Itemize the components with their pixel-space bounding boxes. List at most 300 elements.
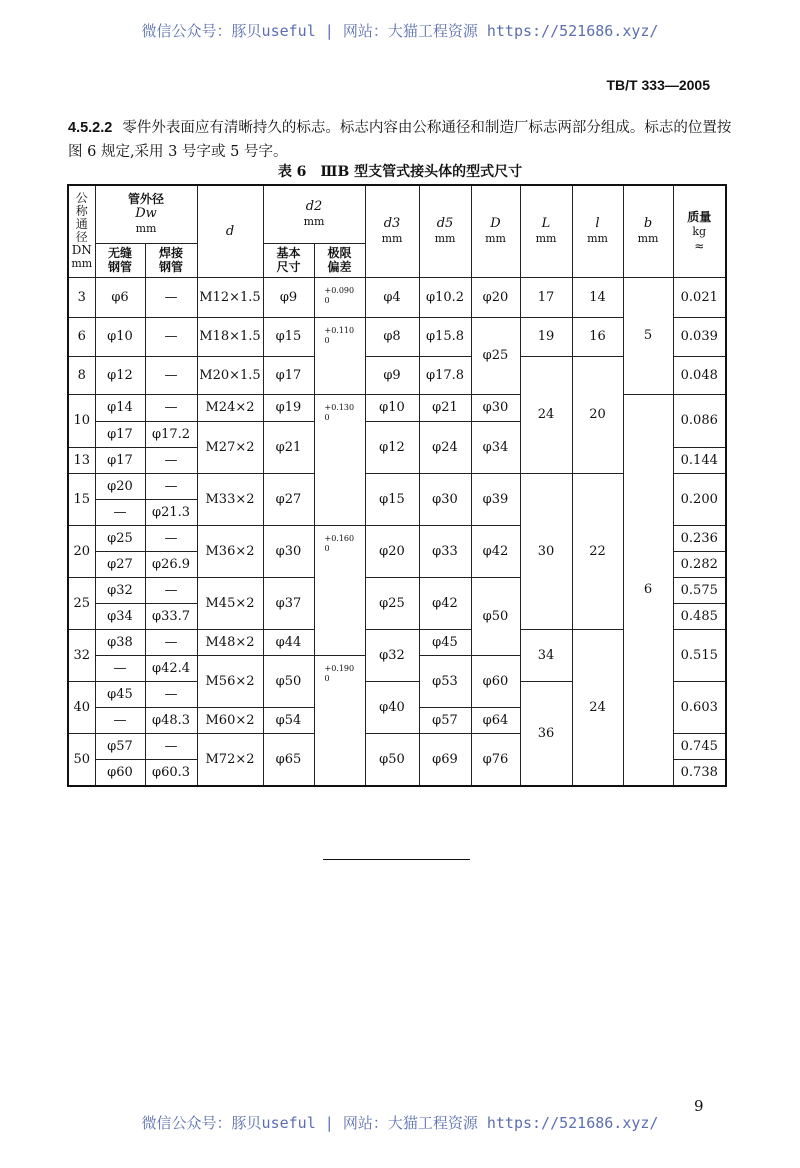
table-cell bbox=[673, 473, 726, 525]
table-cell bbox=[68, 733, 95, 786]
table-cell bbox=[145, 603, 197, 629]
table-cell bbox=[471, 525, 520, 577]
table-cell bbox=[95, 499, 145, 525]
header-mass-title: 质量 bbox=[687, 209, 712, 224]
table-cell bbox=[623, 394, 673, 786]
table-cell bbox=[145, 525, 197, 551]
table-cell bbox=[419, 356, 471, 394]
cell-value: φ17 bbox=[107, 426, 133, 442]
table-cell bbox=[95, 603, 145, 629]
table-cell bbox=[197, 525, 263, 577]
header-seamless-label: 无缝钢管 bbox=[107, 246, 132, 274]
table-cell bbox=[145, 681, 197, 707]
table-cell bbox=[365, 421, 419, 473]
cell-value: φ38 bbox=[107, 634, 133, 650]
cell-value: φ30 bbox=[432, 491, 458, 507]
cell-value: φ21.3 bbox=[151, 504, 191, 520]
cell-value: φ8 bbox=[383, 329, 401, 344]
cell-value: φ42.4 bbox=[151, 660, 191, 676]
table-cell bbox=[314, 525, 365, 655]
header-welded bbox=[145, 243, 197, 277]
header-mass-unit: kg bbox=[692, 224, 707, 238]
cell-value: 36 bbox=[537, 725, 555, 741]
cell-value: M20×1.5 bbox=[199, 367, 261, 383]
table-row bbox=[68, 277, 726, 317]
cell-value: φ37 bbox=[275, 595, 302, 611]
header-dw-title: 管外径 bbox=[127, 192, 164, 207]
cell-value: 10 bbox=[73, 413, 91, 428]
cell-value: +0.090 bbox=[324, 285, 355, 295]
table-cell bbox=[145, 421, 197, 447]
cell-value: 6 bbox=[77, 329, 86, 344]
cell-value: 0.048 bbox=[680, 367, 718, 383]
cell-value: φ65 bbox=[275, 751, 302, 767]
table-cell bbox=[419, 317, 471, 356]
header-dw bbox=[95, 185, 197, 243]
table-cell bbox=[145, 629, 197, 655]
cell-value: φ45 bbox=[432, 634, 458, 650]
cell-tolerance-lower: 0 bbox=[324, 335, 330, 345]
table-cell bbox=[520, 681, 572, 786]
table-cell bbox=[314, 655, 365, 786]
cell-value: — bbox=[164, 738, 178, 754]
table-cell bbox=[572, 317, 623, 356]
cell-value: φ12 bbox=[379, 439, 405, 455]
cell-value: 3 bbox=[77, 289, 86, 305]
table-caption: 表 6 ⅢB 型支管式接头体的型式尺寸 bbox=[277, 164, 523, 180]
cell-tolerance-lower: 0 bbox=[324, 673, 330, 683]
cell-value: 6 bbox=[643, 582, 653, 598]
header-d2-unit: mm bbox=[303, 215, 325, 229]
header-d2-basic-label: 基本尺寸 bbox=[276, 246, 301, 274]
table-cell bbox=[197, 356, 263, 394]
table-cell bbox=[365, 473, 419, 525]
page-number: 9 bbox=[694, 1097, 704, 1115]
table-cell bbox=[365, 356, 419, 394]
header-b-symbol: b bbox=[643, 216, 653, 232]
table-cell bbox=[419, 394, 471, 421]
table-cell bbox=[419, 421, 471, 473]
cell-value: M48×2 bbox=[205, 634, 255, 650]
cell-value: φ50 bbox=[482, 608, 509, 624]
header-b-unit: mm bbox=[637, 232, 659, 246]
table-cell bbox=[145, 759, 197, 786]
table-cell bbox=[673, 394, 726, 447]
table-cell bbox=[263, 277, 314, 317]
cell-value: φ27 bbox=[107, 556, 133, 572]
cell-value: φ21 bbox=[432, 400, 458, 415]
table-cell bbox=[263, 317, 314, 356]
table-cell bbox=[95, 577, 145, 603]
table-cell bbox=[95, 681, 145, 707]
cell-value: φ50 bbox=[275, 673, 302, 689]
table-cell bbox=[145, 577, 197, 603]
table-cell bbox=[365, 525, 419, 577]
table-cell bbox=[623, 277, 673, 394]
cell-value: φ40 bbox=[379, 699, 405, 715]
cell-value: M72×2 bbox=[205, 751, 255, 767]
table-cell bbox=[95, 707, 145, 733]
table-cell bbox=[95, 421, 145, 447]
table-cell bbox=[145, 473, 197, 499]
table-cell bbox=[68, 473, 95, 525]
header-d3-unit: mm bbox=[381, 232, 403, 246]
table-cell bbox=[68, 277, 95, 317]
header-d2-symbol: d2 bbox=[305, 199, 323, 215]
header-d2-basic bbox=[263, 243, 314, 277]
cell-value: M56×2 bbox=[205, 673, 255, 689]
table-cell bbox=[419, 707, 471, 733]
cell-value: 40 bbox=[73, 699, 91, 715]
table-cell bbox=[95, 317, 145, 356]
cell-tolerance-lower: 0 bbox=[324, 543, 330, 553]
table-cell bbox=[471, 277, 520, 317]
header-d3-symbol: d3 bbox=[383, 216, 401, 232]
cell-value: — bbox=[164, 530, 178, 546]
table-cell bbox=[95, 551, 145, 577]
cell-value: — bbox=[164, 582, 178, 598]
watermark-top: 微信公众号：豚贝useful | 网站：大猫工程资源 https://521686.xyz/ bbox=[141, 22, 659, 40]
cell-value: φ34 bbox=[107, 608, 133, 624]
table-cell bbox=[95, 277, 145, 317]
header-dn-char: 径 bbox=[75, 230, 88, 245]
cell-value: 0.515 bbox=[680, 647, 718, 663]
table-cell bbox=[673, 733, 726, 759]
watermark-bottom: 微信公众号：豚贝useful | 网站：大猫工程资源 https://521686.xyz/ bbox=[141, 1114, 659, 1132]
header-mass bbox=[673, 185, 726, 277]
cell-value: φ12 bbox=[107, 367, 133, 383]
cell-value: φ50 bbox=[379, 751, 405, 767]
table-cell bbox=[145, 356, 197, 394]
cell-value: — bbox=[113, 504, 127, 520]
table-cell bbox=[673, 525, 726, 551]
cell-value: φ19 bbox=[275, 400, 302, 415]
cell-value: φ10 bbox=[379, 400, 405, 415]
table-cell bbox=[197, 473, 263, 525]
cell-value: φ20 bbox=[107, 478, 133, 494]
header-L-symbol: L bbox=[541, 216, 551, 232]
table-cell bbox=[68, 394, 95, 447]
table-cell bbox=[263, 707, 314, 733]
header-b bbox=[623, 185, 673, 277]
table-cell bbox=[263, 577, 314, 629]
cell-value: φ76 bbox=[482, 751, 509, 767]
table-cell bbox=[471, 577, 520, 655]
cell-value: φ45 bbox=[107, 686, 133, 702]
cell-value: φ32 bbox=[379, 647, 405, 663]
cell-value: φ64 bbox=[482, 712, 509, 728]
cell-value: φ54 bbox=[275, 712, 302, 728]
cell-value: φ69 bbox=[432, 751, 458, 767]
cell-value: 0.485 bbox=[680, 608, 718, 624]
cell-value: 0.021 bbox=[680, 289, 718, 305]
cell-value: M18×1.5 bbox=[199, 329, 261, 344]
table-cell bbox=[95, 447, 145, 473]
cell-value: — bbox=[164, 686, 178, 702]
cell-value: 17 bbox=[537, 289, 555, 305]
table-cell bbox=[419, 629, 471, 655]
cell-value: 0.738 bbox=[680, 764, 718, 780]
cell-value: 0.236 bbox=[680, 530, 718, 546]
header-D-symbol: D bbox=[490, 216, 501, 232]
cell-value: φ15.8 bbox=[425, 329, 465, 344]
table-cell bbox=[95, 394, 145, 421]
table-cell bbox=[68, 577, 95, 629]
cell-value: 25 bbox=[73, 595, 91, 611]
table-cell bbox=[365, 277, 419, 317]
table-cell bbox=[95, 525, 145, 551]
cell-value: φ20 bbox=[379, 543, 405, 559]
cell-value: φ10 bbox=[107, 329, 133, 344]
header-seamless bbox=[95, 243, 145, 277]
table-cell bbox=[145, 447, 197, 473]
header-d2-tolerance bbox=[314, 243, 365, 277]
table-row bbox=[68, 394, 726, 421]
table-cell bbox=[68, 525, 95, 577]
clause-paragraph bbox=[68, 116, 732, 164]
cell-value: φ21 bbox=[275, 439, 302, 455]
cell-value: +0.160 bbox=[324, 533, 355, 543]
table-cell bbox=[95, 473, 145, 499]
cell-value: φ26.9 bbox=[151, 556, 191, 572]
header-dn-char: DN bbox=[71, 243, 92, 258]
table-cell bbox=[314, 277, 365, 317]
cell-value: φ4 bbox=[383, 289, 401, 305]
cell-value: — bbox=[164, 367, 178, 383]
table-cell bbox=[145, 733, 197, 759]
cell-value: φ53 bbox=[432, 673, 458, 689]
cell-value: 0.086 bbox=[680, 413, 718, 428]
cell-value: 0.575 bbox=[680, 582, 718, 598]
cell-value: φ33.7 bbox=[151, 608, 191, 624]
header-L bbox=[520, 185, 572, 277]
table-cell bbox=[673, 317, 726, 356]
cell-value: φ15 bbox=[379, 491, 405, 507]
cell-value: 22 bbox=[589, 543, 606, 559]
table-cell bbox=[68, 629, 95, 681]
table-cell bbox=[419, 733, 471, 786]
header-d3 bbox=[365, 185, 419, 277]
cell-value: φ44 bbox=[275, 634, 302, 650]
cell-value: φ42 bbox=[432, 595, 458, 611]
cell-value: φ60.3 bbox=[151, 764, 191, 780]
table-cell bbox=[365, 317, 419, 356]
cell-value: φ60 bbox=[482, 673, 509, 689]
table-cell bbox=[673, 603, 726, 629]
table-cell bbox=[314, 394, 365, 525]
table-cell bbox=[197, 394, 263, 421]
table-cell bbox=[673, 577, 726, 603]
clause-text: 零件外表面应有清晰持久的标志。标志内容由公称通径和制造厂标志两部分组成。标志的位置按图 6 规定,采用 3 号字或 5 号字。 bbox=[68, 120, 732, 160]
table-cell bbox=[471, 473, 520, 525]
end-rule bbox=[323, 859, 470, 860]
table-cell bbox=[68, 681, 95, 733]
table-cell bbox=[471, 317, 520, 394]
cell-tolerance-lower: 0 bbox=[324, 412, 330, 422]
table-cell bbox=[673, 681, 726, 733]
cell-value: M33×2 bbox=[205, 491, 255, 507]
header-d bbox=[197, 185, 263, 277]
header-dn-unit: mm bbox=[71, 257, 93, 271]
table-cell bbox=[197, 707, 263, 733]
table-cell bbox=[263, 473, 314, 525]
cell-value: φ57 bbox=[107, 738, 133, 754]
table-cell bbox=[145, 551, 197, 577]
table-cell bbox=[572, 277, 623, 317]
cell-value: φ34 bbox=[482, 439, 509, 455]
table-cell bbox=[95, 733, 145, 759]
cell-value: φ17.2 bbox=[151, 426, 191, 442]
table-cell bbox=[673, 759, 726, 786]
cell-value: 19 bbox=[537, 329, 555, 344]
table-cell bbox=[572, 629, 623, 786]
cell-value: φ30 bbox=[482, 400, 509, 415]
header-d5-unit: mm bbox=[434, 232, 456, 246]
cell-value: 0.144 bbox=[680, 452, 718, 468]
table-cell bbox=[263, 733, 314, 786]
cell-value: φ10.2 bbox=[425, 289, 465, 305]
cell-value: M36×2 bbox=[205, 543, 255, 559]
cell-value: 50 bbox=[73, 751, 91, 767]
cell-value: +0.130 bbox=[324, 402, 355, 412]
cell-tolerance-lower: 0 bbox=[324, 295, 330, 305]
cell-value: +0.110 bbox=[324, 325, 355, 335]
header-d5-symbol: d5 bbox=[436, 216, 454, 232]
table-cell bbox=[145, 317, 197, 356]
header-dn bbox=[68, 185, 95, 277]
cell-value: M60×2 bbox=[205, 712, 255, 728]
cell-value: — bbox=[164, 452, 178, 468]
cell-value: 5 bbox=[643, 328, 653, 343]
cell-value: 20 bbox=[589, 407, 606, 422]
cell-value: φ17 bbox=[107, 452, 133, 468]
cell-value: — bbox=[164, 634, 178, 650]
table-cell bbox=[263, 356, 314, 394]
cell-value: M45×2 bbox=[205, 595, 255, 611]
cell-value: 0.200 bbox=[680, 491, 718, 507]
table-cell bbox=[419, 655, 471, 707]
header-D-unit: mm bbox=[485, 232, 506, 246]
table-cell bbox=[145, 707, 197, 733]
table-cell bbox=[419, 577, 471, 629]
table-cell bbox=[520, 356, 572, 473]
table-cell bbox=[68, 447, 95, 473]
header-d5 bbox=[419, 185, 471, 277]
cell-value: φ20 bbox=[482, 289, 509, 305]
header-d2-tolerance-label: 极限偏差 bbox=[327, 246, 352, 274]
table-body bbox=[68, 277, 726, 786]
table-cell bbox=[471, 655, 520, 707]
table-cell bbox=[314, 317, 365, 394]
cell-value: 13 bbox=[73, 452, 91, 468]
table-cell bbox=[145, 277, 197, 317]
cell-value: φ14 bbox=[107, 400, 133, 415]
header-dw-symbol: Dw bbox=[135, 206, 157, 222]
cell-value: M27×2 bbox=[205, 439, 255, 455]
cell-value: — bbox=[164, 400, 178, 415]
header-welded-label: 焊接钢管 bbox=[158, 246, 183, 274]
cell-value: +0.190 bbox=[324, 663, 355, 673]
cell-value: 0.745 bbox=[680, 738, 718, 754]
table-cell bbox=[68, 317, 95, 356]
table-cell bbox=[95, 759, 145, 786]
table-cell bbox=[673, 629, 726, 681]
cell-value: φ15 bbox=[275, 329, 302, 344]
table-cell bbox=[419, 277, 471, 317]
header-D bbox=[471, 185, 520, 277]
cell-value: 34 bbox=[537, 647, 555, 663]
cell-value: 14 bbox=[589, 289, 606, 305]
header-L-unit: mm bbox=[535, 232, 557, 246]
cell-value: φ60 bbox=[107, 764, 133, 780]
table-cell bbox=[197, 317, 263, 356]
table-cell bbox=[365, 577, 419, 629]
table-cell bbox=[197, 629, 263, 655]
cell-value: φ30 bbox=[275, 543, 302, 559]
table-cell bbox=[95, 356, 145, 394]
header-dw-unit: mm bbox=[135, 222, 157, 236]
cell-value: φ32 bbox=[107, 582, 133, 598]
table-cell bbox=[572, 356, 623, 473]
table-cell bbox=[520, 629, 572, 681]
table-cell bbox=[365, 629, 419, 681]
table-cell bbox=[197, 733, 263, 786]
cell-value: φ17 bbox=[275, 367, 302, 383]
cell-value: 32 bbox=[73, 647, 91, 663]
table-cell bbox=[419, 473, 471, 525]
cell-value: φ25 bbox=[379, 595, 405, 611]
cell-value: φ33 bbox=[432, 543, 458, 559]
header-dn-char: 公 bbox=[75, 191, 88, 206]
table-cell bbox=[145, 655, 197, 681]
cell-value: 24 bbox=[537, 407, 555, 422]
header-d2 bbox=[263, 185, 365, 243]
table-cell bbox=[471, 394, 520, 421]
cell-value: φ42 bbox=[482, 543, 509, 559]
table-cell bbox=[145, 499, 197, 525]
table-cell bbox=[419, 525, 471, 577]
table-cell bbox=[471, 707, 520, 733]
cell-value: φ24 bbox=[432, 439, 458, 455]
cell-value: φ48.3 bbox=[151, 712, 191, 728]
table-cell bbox=[520, 473, 572, 629]
cell-value: — bbox=[113, 660, 127, 676]
cell-value: 0.603 bbox=[680, 699, 718, 715]
table-cell bbox=[95, 655, 145, 681]
cell-value: 0.039 bbox=[680, 329, 718, 344]
table-cell bbox=[95, 629, 145, 655]
header-l-unit: mm bbox=[587, 232, 608, 246]
table-cell bbox=[520, 317, 572, 356]
table-cell bbox=[263, 421, 314, 473]
table-cell bbox=[471, 733, 520, 786]
table-cell bbox=[197, 655, 263, 707]
cell-value: φ39 bbox=[482, 491, 509, 507]
header-l bbox=[572, 185, 623, 277]
dimension-table bbox=[67, 184, 727, 787]
header-d-symbol: d bbox=[225, 223, 235, 239]
cell-value: φ17.8 bbox=[425, 367, 465, 383]
table-cell bbox=[673, 356, 726, 394]
cell-value: — bbox=[113, 712, 127, 728]
cell-value: φ57 bbox=[432, 712, 458, 728]
table-cell bbox=[572, 473, 623, 629]
cell-value: 8 bbox=[77, 367, 86, 383]
table-cell bbox=[471, 421, 520, 473]
cell-value: φ25 bbox=[107, 530, 133, 546]
table-cell bbox=[673, 277, 726, 317]
table-cell bbox=[365, 733, 419, 786]
